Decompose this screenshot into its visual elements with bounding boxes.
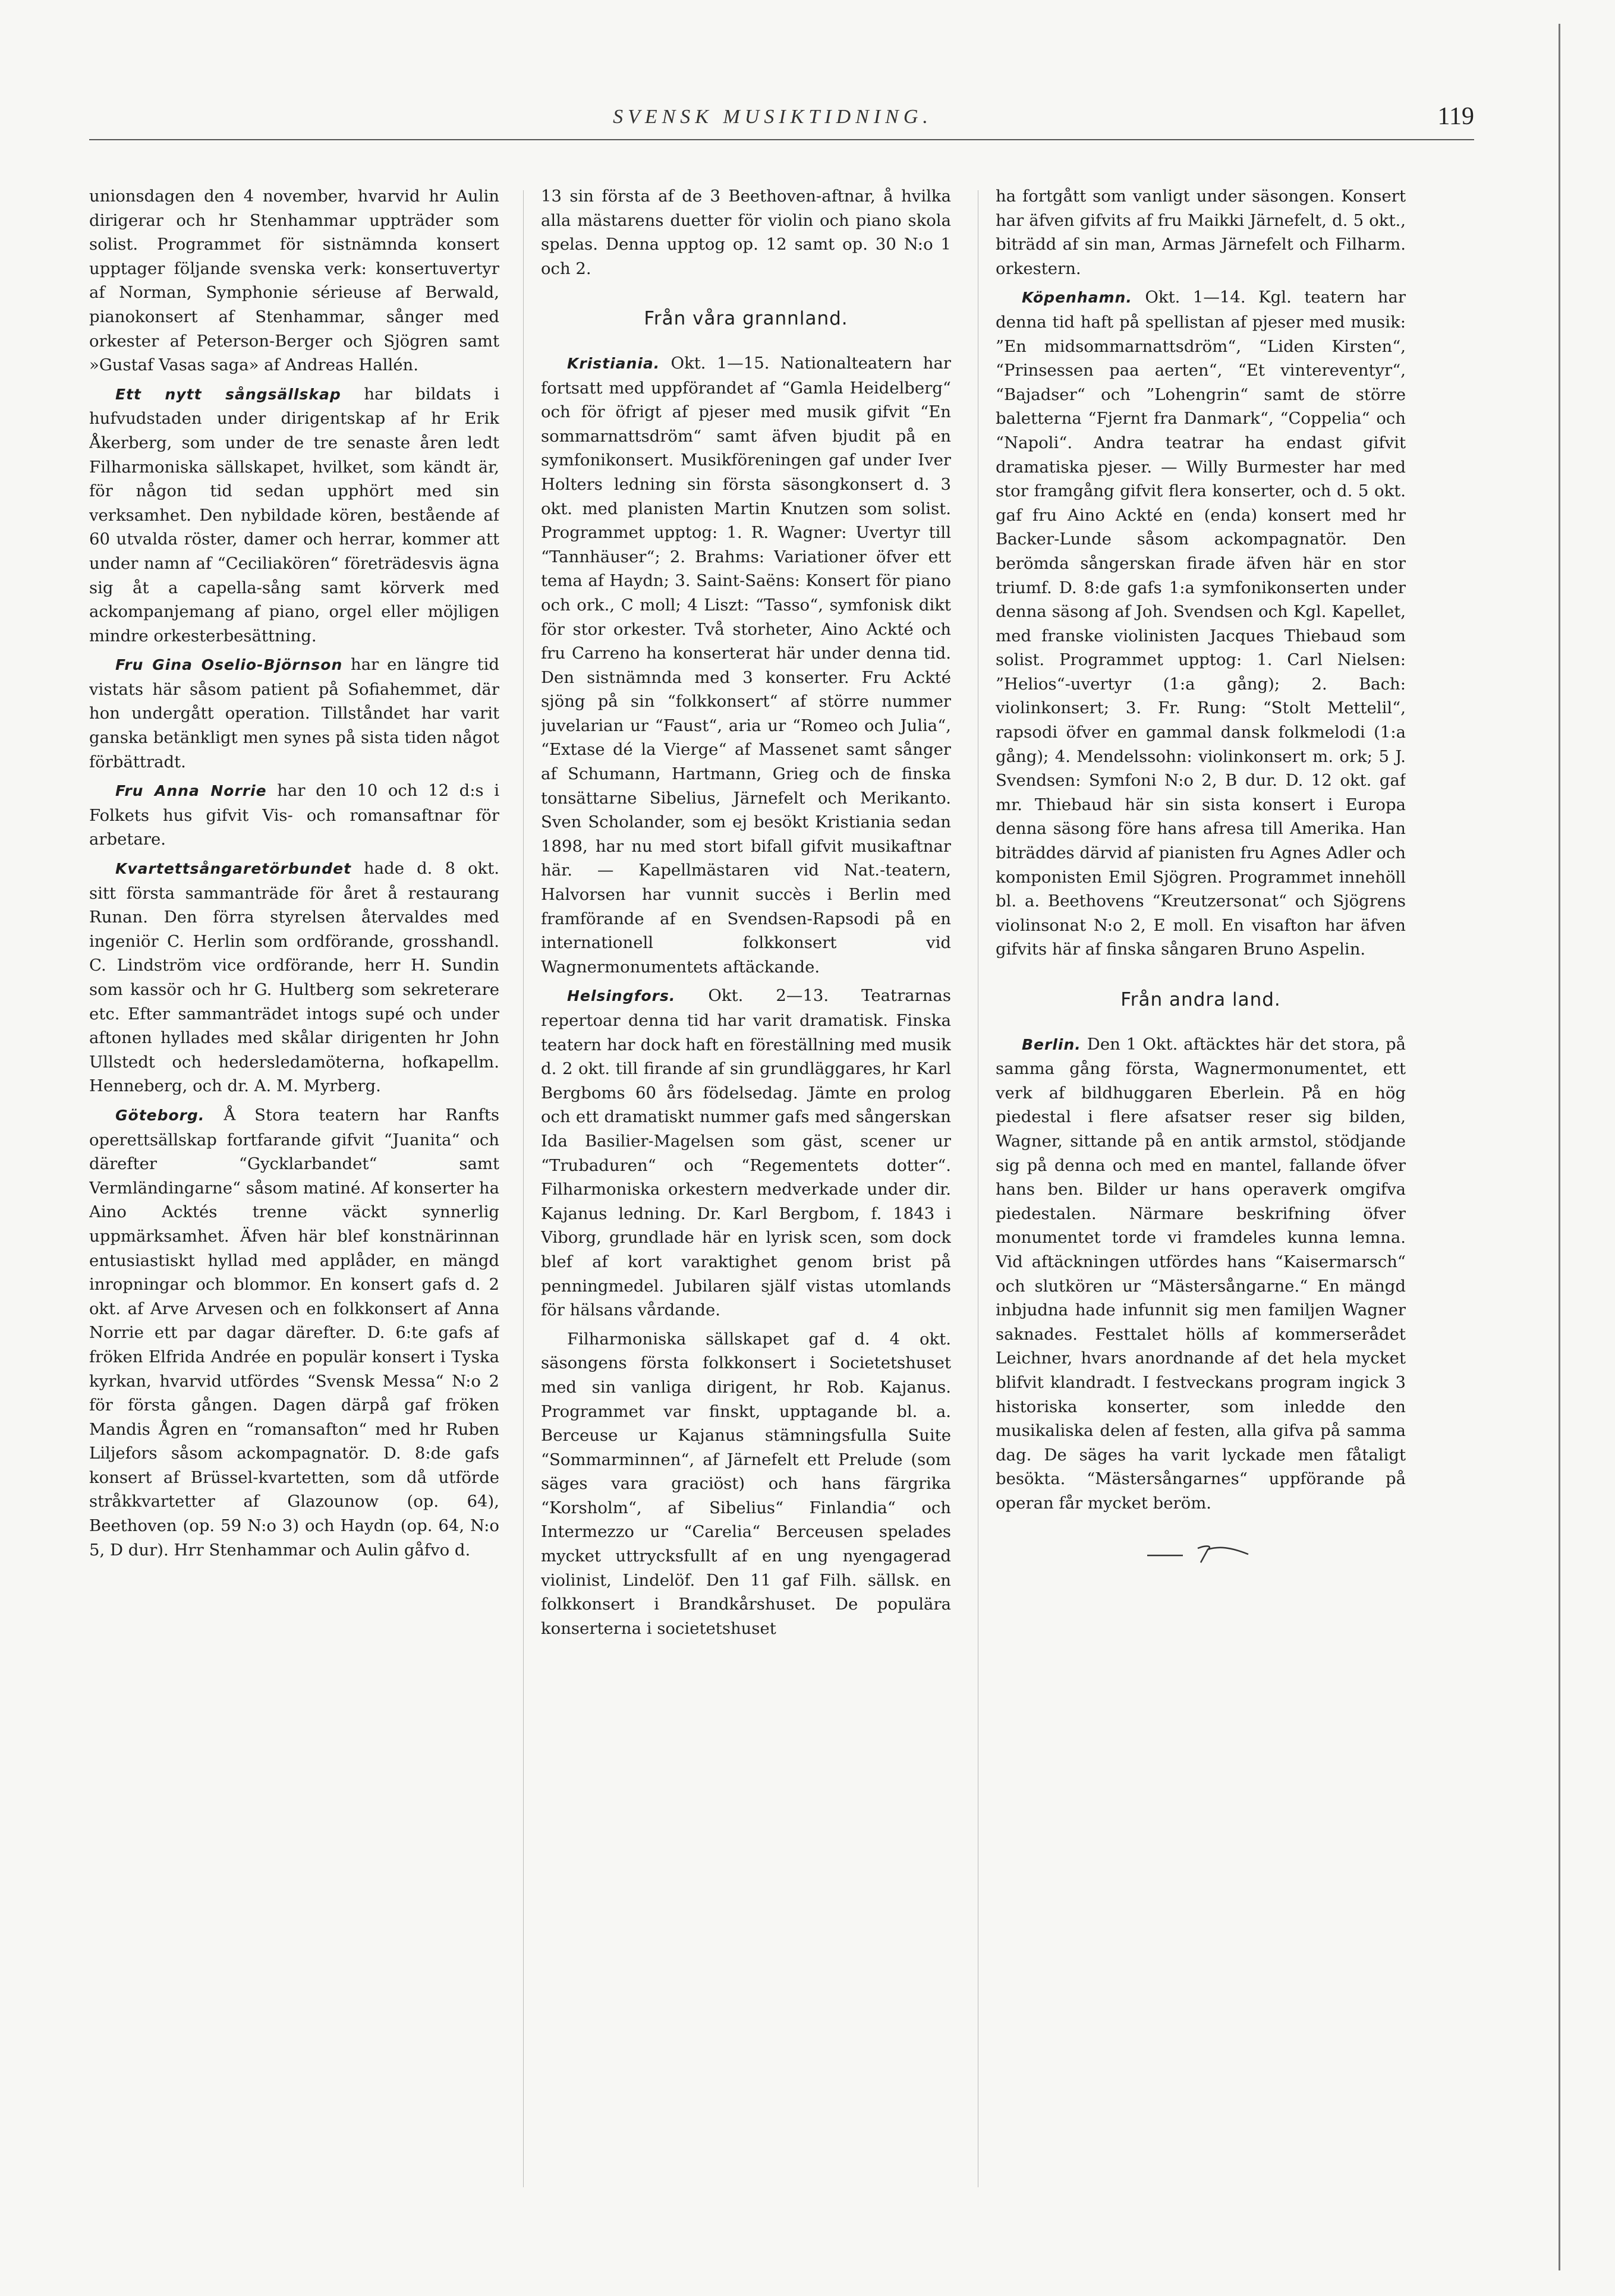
paragraph-fortgatt: ha fortgått som vanligt under säsongen. Konsert har äfven gifvits af fru Maikki Järnefelt, d. 5 okt., biträdd af sin man, Armas Järnefelt och Filharm. orkestern. — [996, 187, 1406, 278]
paragraph-body: Den 1 Okt. aftäcktes här det stora, på samma gång första, Wagnermonumentet, ett verk af bildhuggaren Eberlein. På en hög piedestal i flere afsatser reser sig bilden, Wagner, sittande på en antik armstol, stödjande sig på denna och med en mantel, fallande öfver hans ben. Bilder ur hans operaverk omgifva piedestalen. Närmare beskrifning öfver monumentet torde vi framdeles kunna lemna. Vid aftäckningen utfördes hans “Kaisermarsch“ och slutkören ur “Mästersångarne.“ En mängd inbjudna hade infunnit sig men familjen Wagner saknades. Festtalet hölls af kommerserådet Leichner, hvars anordnande af det hela mycket blifvit klandradt. I festveckans program ingick 3 historiska konserter, som inledde den musikaliska delen af festen, alla gifva på samma dag. De säges ha varit lyckade men fåtaligt besökta. “Mästersångarnes“ uppförande på operan får mycket beröm. — [996, 1034, 1406, 1513]
paragraph-unionsdagen: unionsdagen den 4 november, hvarvid hr Aulin dirigerar och hr Stenhammar uppträder som solist. Programmet för sistnämnda konsert upptager följande svenska verk: konsertuvertyr af Norman, Symphonie sérieuse af Berwald, pianokonsert af Stenhammar, sånger med orkester af Peterson-Berger och Sjögren samt »Gustaf Vasas saga» af Andreas Hallén. — [89, 187, 499, 375]
section-heading-andra-land: Från andra land. — [1120, 989, 1281, 1010]
lead-phrase: Fru Anna Norrie — [115, 782, 267, 800]
end-flourish-ornament — [1141, 1538, 1260, 1573]
lead-phrase: Göteborg. — [115, 1106, 205, 1124]
paragraph-body: har den 10 och 12 d:s i Folkets hus gifvit Vis- och romansaftnar för arbetare. — [89, 781, 499, 849]
paragraph-body: Okt. 1—14. Kgl. teatern har denna tid haft på spellistan af pjeser med musik: ”En midsommarnattsdröm“, “Liden Kirsten“, “Prinsessen paa aerten“, “Et vintereventyr“, “Bajadser“ och ”Lohengrin“ samt de större baletterna “Fjernt fra Danmark“, “Coppelia“ och “Napoli“. Andra teatrar ha endast gifvit dramatiska pjeser. — Willy Burmester har med stor framgång gifvit flera konserter, och d. 5 okt. gaf fru Aino Ackté en (enda) konsert med hr Backer-Lunde såsom ackompagnatör. Den berömda sångerskan firade äfven här en stor triumf. D. 8:de gafs 1:a symfonikonserten under denna säsong af Joh. Svendsen och Kgl. Kapellet, med franske violinisten Jacques Thiebaud som solist. Programmet upptog: 1. Carl Nielsen: ”Helios“-uvertyr (1:a gång); 2. Bach: violinkonsert; 3. Fr. Rung: “Stolt Mettelil“, rapsodi öfver en gammal dansk folkmelodi (1:a gång); 4. Mendelssohn: violinkonsert m. ork; 5 J. Svendsen: Symfoni N:o 2, B dur. D. 12 okt. gaf mr. Thiebaud här sin sista konsert i Europa denna säsong före hans afresa till Amerika. Han biträddes därvid af pianisten fru Agnes Adler och komponisten Emil Sjögren. Programmet innehöll bl. a. Beethovens “Kreutzersonat“ och Sjögrens violinsonat N:o 2, E moll. En visafton har äfven gifvits här af finska sångaren Bruno Aspelin. — [996, 288, 1406, 959]
paragraph-kopenhamn — [996, 285, 1406, 962]
page-spine-edge — [1559, 24, 1560, 2270]
paragraph-kristiania — [541, 351, 951, 979]
column-3 — [996, 184, 1406, 2253]
paragraph-oselio-bjornson — [89, 653, 499, 774]
column-1 — [89, 184, 499, 2253]
header-rule — [89, 139, 1474, 140]
lead-phrase: Berlin. — [1022, 1035, 1081, 1053]
paragraph-goteborg — [89, 1103, 499, 1562]
column-divider-1 — [523, 190, 524, 2187]
paragraph-body: har en längre tid vistats här såsom patient på Sofiahemmet, där hon undergått operation. Tillståndet har varit ganska betänkligt men synes på sista tiden något förbättradt. — [89, 655, 499, 771]
column-2 — [541, 184, 951, 2253]
lead-phrase: Köpenhamn. — [1022, 289, 1132, 307]
paragraph-kvartettsangare — [89, 856, 499, 1098]
paragraph-body: Okt. 1—15. Nationalteatern har fortsatt med uppförandet af “Gamla Heidelberg“ och för öfrigt af pjeser med musik gifvit “En sommarnattsdröm“ samt äfven bjudit på en symfonikonsert. Musikföreningen gaf under Iver Holters ledning sin första säsongkonsert d. 3 okt. med planisten Martin Knutzen som solist. Programmet upptog: 1. R. Wagner: Uvertyr till “Tannhäuser“; 2. Brahms: Variationer öfver ett tema af Haydn; 3. Saint-Saëns: Konsert för piano och ork., C moll; 4 Liszt: “Tasso“, symfonisk dikt för stor orkester. Två storheter, Aino Ackté och fru Carreno ha konserterat här under denna tid. Den sistnämnda med 3 konserter. Fru Ackté sjöng på sin “folkkonsert“ af större nummer juvelarian ur “Faust“, aria ur “Romeo och Julia“, “Extase dé la Vierge“ af Massenet samt sånger af Schumann, Hartmann, Grieg och de finska tonsättarne Sibelius, Järnefelt och Merikanto. Sven Scholander, som ej besökt Kristiania sedan 1898, har nu med stort bifall gifvit musikaftnar här. — Kapellmästaren vid Nat.-teatern, Halvorsen har vunnit succès i Berlin med framförande af en Svendsen-Rapsodi på en internationell folkkonsert vid Wagnermonumentets aftäckande. — [541, 353, 951, 977]
paragraph-filharmoniska: Filharmoniska sällskapet gaf d. 4 okt. säsongens första folkkonsert i Societetshuset med sin vanliga dirigent, hr Rob. Kajanus. Programmet var finskt, upptagande bl. a. Berceuse ur Kajanus stämningsfulla Suite “Sommarminnen“, af Järnefelt ett Prelude (som säges vara graciöst) och hans färgrika “Korsholm“, af Sibelius“ Finlandia“ och Intermezzo ur “Carelia“ Berceusen spelades mycket uttrycksfullt af en ung nyengagerad violinist, Lindelöf. Den 11 gaf Filh. sällsk. en folkkonsert i Brandkårshuset. De populära konserterna i societetshuset — [541, 1329, 951, 1638]
page-header — [89, 103, 1474, 147]
page-number: 119 — [1437, 103, 1474, 130]
running-title: SVENSK MUSIKTIDNING. — [613, 106, 933, 128]
paragraph-anna-norrie — [89, 779, 499, 852]
lead-phrase: Kvartettsångaretörbundet — [115, 860, 352, 878]
paragraph-helsingfors — [541, 984, 951, 1322]
paragraph-body: har bildats i hufvudstaden under dirigentskap af hr Erik Åkerberg, som under de tre senaste åren ledt Filharmoniska sällskapet, hvilket, som kändt är, för någon tid sedan upphört med sin verksamhet. Den nybildade kören, bestående af 60 utvalda röster, damer och herrar, kommer att under namn af “Ceciliakören“ företrädesvis ägna sig åt a capella-sång samt körverk med ackompanjemang af piano, orgel eller möjligen mindre orkesterbesättning. — [89, 384, 499, 645]
paragraph-sangsallskap — [89, 382, 499, 648]
lead-phrase: Fru Gina Oselio-Björnson — [115, 656, 343, 674]
paragraph-body: Å Stora teatern har Ranfts operettsällskap fortfarande gifvit “Juanita“ och därefter “Gycklarbandet“ samt Vermländingarne“ såsom matiné. Af konserter ha Aino Acktés trenne väckt synnerlig uppmärksamhet. Äfven här blef konstnärinnan entusiastiskt hyllad med applåder, en mängd inropningar och blommor. En konsert gafs d. 2 okt. af Arve Arvesen och en folkkonsert af Anna Norrie ett par dagar därefter. D. 6:te gafs af fröken Elfrida Andrée en populär konsert i Tyska kyrkan, hvarvid utfördes “Svensk Messa“ N:o 2 för första gången. Dagen därpå gaf fröken Mandis Ågren en “romansafton“ med hr Ruben Liljefors såsom ackompagnatör. D. 8:de gafs konsert af Brüssel-kvartetten, som då utförde stråkkvartetter af Glazounow (op. 64), Beethoven (op. 59 N:o 3) och Haydn (op. 64, N:o 5, D dur). Hrr Stenhammar och Aulin gåfvo d. — [89, 1105, 499, 1560]
paragraph-body: Okt. 2—13. Teatrarnas repertoar denna tid har varit dramatisk. Finska teatern har dock haft en föreställning med musik d. 2 okt. till firande af sin grundläggares, hr Karl Bergboms 60 års födelsedag. Jämte en prolog och ett dramatiskt nummer gafs med sångerskan Ida Basilier-Magelsen som gäst, scener ur “Trubaduren“ och “Regementets dotter“. Filharmoniska orkestern medverkade under dir. Kajanus ledning. Dr. Karl Bergbom, f. 1843 i Viborg, grundlade här en lyrisk scen, som dock blef af kort varaktighet genom brist på penningmedel. Jubilaren själf vistas utomlands för hälsans vårdande. — [541, 986, 951, 1320]
section-heading-grannland: Från våra grannland. — [644, 308, 848, 330]
lead-phrase: Helsingfors. — [567, 987, 676, 1005]
lead-phrase: Kristiania. — [567, 354, 660, 372]
paragraph-beethoven-aftnar: 13 sin första af de 3 Beethoven-aftnar, å hvilka alla mästarens duetter för violin och piano skola spelas. Denna upptog op. 12 samt op. 30 N:o 1 och 2. — [541, 187, 951, 278]
paragraph-berlin — [996, 1032, 1406, 1516]
lead-phrase: Ett nytt sångsällskap — [115, 385, 341, 403]
paragraph-body: hade d. 8 okt. sitt första sammanträde för året å restaurang Runan. Den förra styrelsen återvaldes med ingeniör C. Herlin som ordförande, grosshandl. C. Lindström vice ordförande, herr H. Sundin som kassör och hr G. Hultberg som sekreterare etc. Efter sammanträdet intogs supé och under aftonen hyllades med skålar dirigenten hr John Ullstedt och hedersledamöterna, hofkapellm. Henneberg, och dr. A. M. Myrberg. — [89, 859, 499, 1096]
